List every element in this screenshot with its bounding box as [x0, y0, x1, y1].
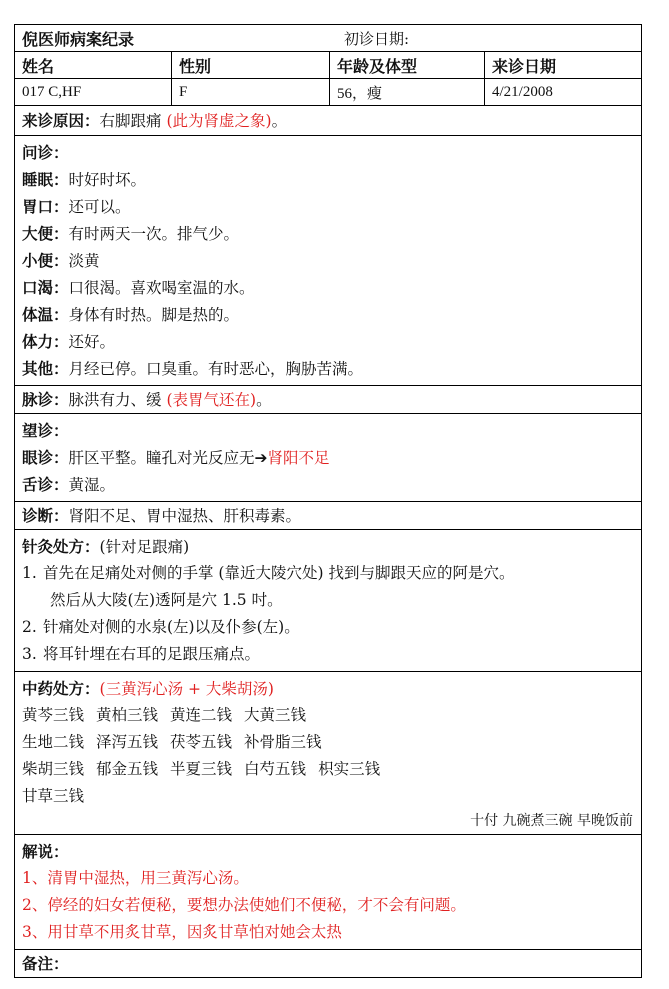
explanation-label: 解说：	[22, 842, 69, 861]
arrow-right-icon: ➔	[254, 449, 268, 467]
herb-item: 枳实三钱	[318, 760, 381, 778]
visit-reason-label: 来诊原因：	[22, 111, 100, 130]
gender-header: 性别	[172, 52, 330, 78]
herbal-label: 中药处方：	[22, 679, 100, 698]
patient-info-header	[15, 52, 641, 79]
diagnosis-label: 诊断：	[22, 506, 69, 525]
herb-item: 柴胡三钱	[22, 760, 85, 778]
herb-item: 半夏三钱	[170, 760, 233, 778]
herb-item: 生地二钱	[22, 733, 85, 751]
dosage-instruction: 十付 九碗煮三碗 早晚饭前	[470, 813, 633, 829]
inquiry-other	[22, 355, 641, 382]
inquiry-text: 还可以。	[68, 198, 131, 216]
herb-item: 大黄三钱	[244, 706, 307, 724]
record-title: 倪医师病案纪录	[22, 29, 135, 49]
inquiry-text: 还好。	[68, 333, 116, 351]
herb-row	[22, 783, 641, 810]
inquiry-text: 有时两天一次。排气少。	[68, 225, 240, 243]
eye-label: 眼诊：	[22, 448, 69, 467]
inquiry-label: 体力：	[22, 332, 69, 351]
list-number: 2.	[22, 618, 37, 636]
inquiry-label: 大便：	[22, 224, 69, 243]
inquiry-label: 小便：	[22, 251, 69, 270]
tongue-label: 舌诊：	[22, 475, 69, 494]
inquiry-text: 时好时坏。	[68, 171, 147, 189]
inquiry-section	[15, 136, 641, 386]
visit-reason	[22, 107, 641, 134]
acupuncture-heading	[22, 533, 641, 560]
inquiry-label: 睡眠：	[22, 170, 69, 189]
herbal-section	[15, 672, 641, 835]
inquiry-text: 口很渴。喜欢喝室温的水。	[68, 279, 255, 297]
observation-section	[15, 414, 641, 502]
pulse-section	[15, 386, 641, 414]
list-text: 针痛处对侧的水泉(左)以及仆参(左)。	[43, 618, 300, 636]
herb-row	[22, 756, 641, 783]
explanation-item: 2、停经的妇女若便秘，要想办法使她们不便秘，才不会有问题。	[22, 896, 466, 914]
patient-visit-date: 4/21/2008	[492, 83, 553, 100]
list-item-continuation	[22, 587, 641, 614]
list-number: 3.	[22, 645, 37, 663]
herbal-heading	[22, 675, 641, 702]
tongue-diagnosis	[22, 471, 641, 498]
record-header	[15, 25, 641, 52]
herbal-formula: (三黄泻心汤 + 大柴胡汤)	[99, 680, 274, 698]
herb-item: 黄芩三钱	[22, 706, 85, 724]
list-text: 然后从大陵(左)透阿是穴 1.5 吋。	[50, 591, 283, 609]
herb-item: 补骨脂三钱	[244, 733, 322, 751]
list-item	[22, 560, 641, 587]
remarks-section	[15, 950, 641, 978]
acupuncture-sub: (针对足跟痛)	[99, 538, 190, 556]
herb-item: 泽泻五钱	[96, 733, 159, 751]
visit-reason-end: 。	[271, 112, 288, 130]
acupuncture-label: 针灸处方：	[22, 537, 100, 556]
inquiry-appetite	[22, 193, 641, 220]
list-item	[22, 614, 641, 641]
pulse-text: 脉洪有力、缓	[68, 391, 167, 409]
diagnosis-section	[15, 502, 641, 530]
explanation-section	[15, 835, 641, 950]
pulse-note: (表胃气还在)	[166, 391, 257, 409]
inquiry-thirst	[22, 274, 641, 301]
explanation-item: 3、用甘草不用炙甘草，因炙甘草怕对她会太热	[22, 923, 342, 941]
list-text: 将耳针埋在右耳的足跟压痛点。	[43, 645, 261, 663]
herb-item: 茯苓五钱	[170, 733, 233, 751]
observation-title: 望诊：	[22, 421, 69, 440]
inquiry-label: 胃口：	[22, 197, 69, 216]
inquiry-label: 体温：	[22, 305, 69, 324]
acupuncture-section	[15, 530, 641, 672]
explanation-item: 1、清胃中湿热，用三黄泻心汤。	[22, 869, 249, 887]
patient-age-build: 56，瘦	[330, 79, 485, 105]
herb-item: 郁金五钱	[96, 760, 159, 778]
diagnosis	[22, 502, 641, 529]
inquiry-energy	[22, 328, 641, 355]
tongue-text: 黄湿。	[68, 476, 116, 494]
inquiry-stool	[22, 220, 641, 247]
eye-text: 肝区平整。瞳孔对光反应无	[68, 449, 255, 467]
herb-item: 黄柏三钱	[96, 706, 159, 724]
pulse-end: 。	[256, 391, 272, 409]
herb-row	[22, 729, 641, 756]
visit-reason-note: (此为肾虚之象)	[166, 112, 272, 130]
name-header: 姓名	[15, 52, 172, 78]
pulse-label: 脉诊：	[22, 390, 69, 409]
pulse-diagnosis	[22, 386, 641, 413]
patient-info-values	[15, 79, 641, 106]
herb-row	[22, 702, 641, 729]
acupuncture-list	[22, 560, 641, 668]
eye-diagnosis	[22, 444, 641, 471]
inquiry-title: 问诊：	[22, 143, 69, 162]
list-item	[22, 641, 641, 668]
inquiry-label: 其他：	[22, 359, 69, 378]
case-record-table	[14, 24, 642, 978]
remarks-label: 备注：	[22, 954, 69, 973]
inquiry-text: 身体有时热。脚是热的。	[68, 306, 240, 324]
age-build-header: 年龄及体型	[330, 52, 485, 78]
inquiry-temperature	[22, 301, 641, 328]
visit-reason-section	[15, 106, 641, 136]
patient-name: 017 C,HF	[15, 79, 172, 105]
inquiry-label: 口渴：	[22, 278, 69, 297]
first-visit-date-label: 初诊日期:	[344, 29, 410, 48]
herb-item: 白芍五钱	[244, 760, 307, 778]
diagnosis-text: 肾阳不足、胃中湿热、肝积毒素。	[68, 507, 302, 525]
visit-date-header: 来诊日期	[492, 56, 557, 76]
visit-reason-text: 右脚跟痛	[99, 112, 167, 130]
list-text: 首先在足痛处对侧的手掌 (靠近大陵穴处) 找到与脚跟天应的阿是穴。	[43, 564, 515, 582]
herb-item: 甘草三钱	[22, 787, 85, 805]
inquiry-text: 淡黄	[68, 252, 100, 270]
inquiry-sleep	[22, 166, 641, 193]
list-number: 1.	[22, 564, 37, 582]
inquiry-urine	[22, 247, 641, 274]
eye-note: 肾阳不足	[267, 449, 330, 467]
herb-item: 黄连二钱	[170, 706, 233, 724]
inquiry-text: 月经已停。口臭重。有时恶心，胸胁苦满。	[68, 360, 364, 378]
patient-gender: F	[172, 79, 330, 105]
